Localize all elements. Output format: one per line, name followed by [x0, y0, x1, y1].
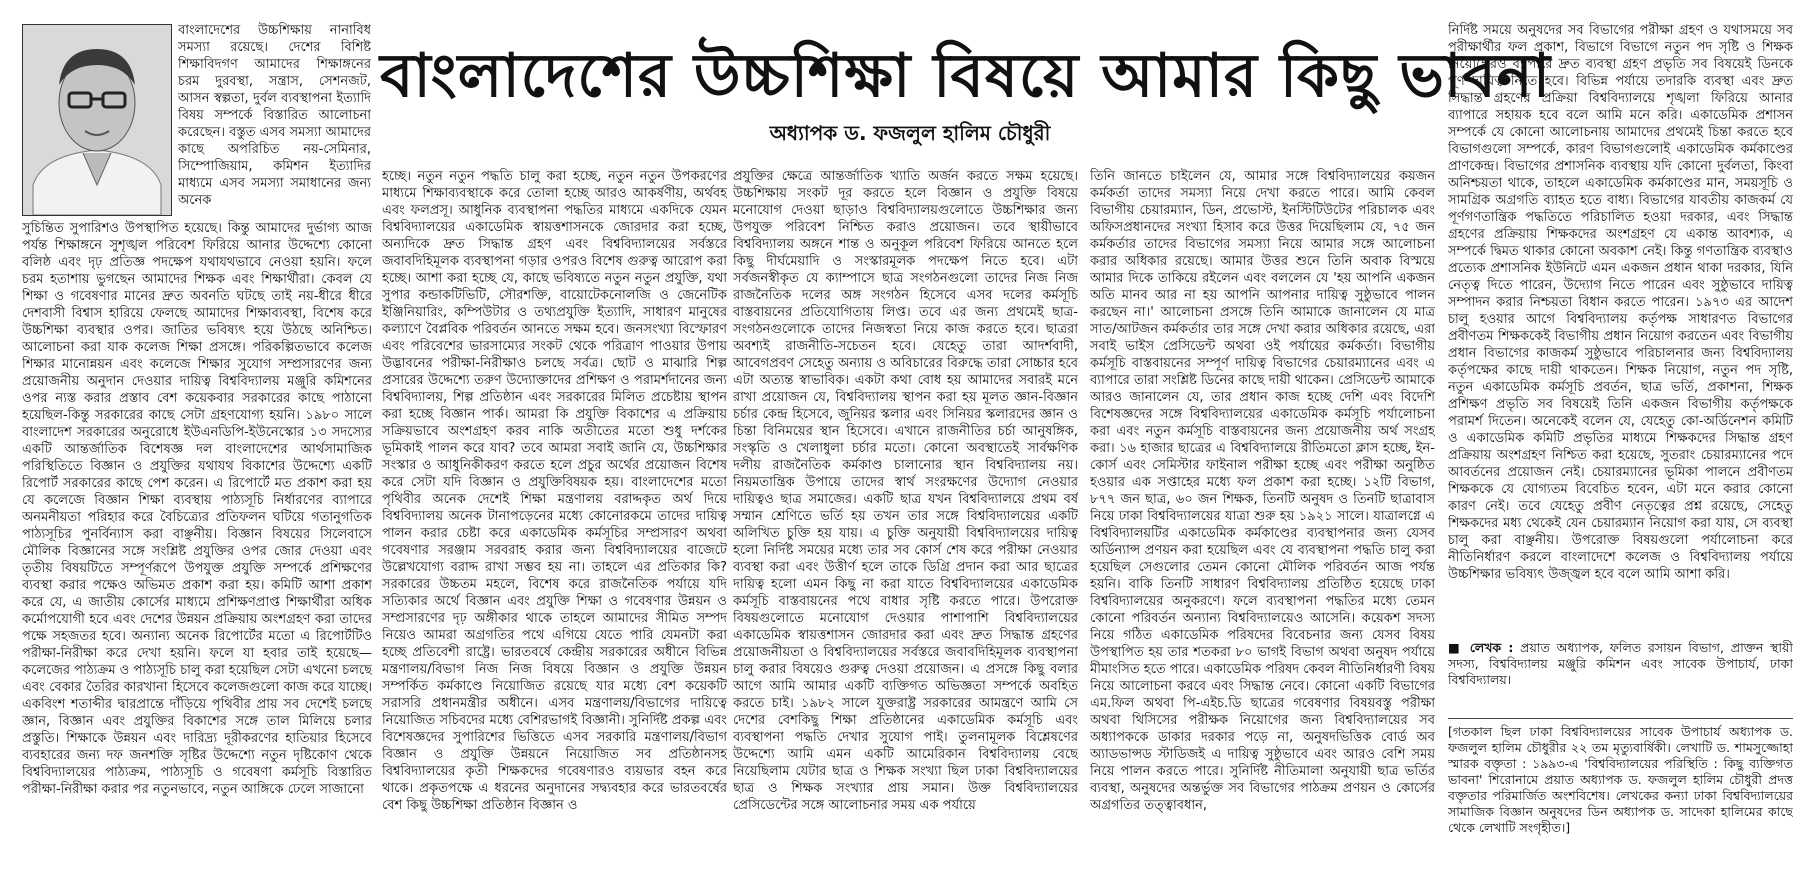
column-3-text: প্রযুক্তির ক্ষেত্রে আন্তর্জাতিক খ্যাতি অর্জন করতে সক্ষম হয়েছে। উচ্চশিক্ষায় সংকট দূর করতে হলে বিজ্ঞান ও প্রযুক্তি বিষয়ে মনোযোগ দেওয়া ছাড়াও বিশ্ববিদ্যালয়গুলোতে উচ্চশিক্ষার জন্য উপযুক্ত পরিবেশ নিশ্চিত করাও প্রয়োজন। তবে স্থায়ীভাবে বিশ্ববিদ্যালয় অঙ্গনে শান্ত ও অনুকূল পরিবেশ ফিরিয়ে আনতে হলে কিছু দীর্ঘমেয়াদি ও সংস্কারমূলক পদক্ষেপ নিতে হবে। এটা সর্বজনস্বীকৃত যে ক্যাম্পাসে ছাত্র সংগঠনগুলো তাদের নিজ নিজ রাজনৈতিক দলের অঙ্গ সংগঠন হিসেবে এসব দলের কর্মসূচি বাস্তবায়নের প্রতিযোগিতায় লিপ্ত। তবে এর জন্য প্রথমেই ছাত্র-সংগঠনগুলোকে তাদের নিজস্বতা নিয়ে কাজ করতে হবে। ছাত্ররা অবশ্যই রাজনীতি-সচেতন হবে। যেহেতু তারা আদর্শবাদী, আবেগপ্রবণ সেহেতু অন্যায় ও অবিচারের বিরুদ্ধে তারা সোচ্চার হবে এটা অত্যন্ত স্বাভাবিক। একটা কথা বোধ হয় আমাদের সবারই মনে রাখা প্রয়োজন যে, বিশ্ববিদ্যালয় স্থাপন করা হয় মূলত জ্ঞান-বিজ্ঞান চর্চার কেন্দ্র হিসেবে, জুনিয়র স্কলার এবং সিনিয়র স্কলারদের জ্ঞান ও চিন্তা বিনিময়ের স্থান হিসেবে। এখানে রাজনীতির চর্চা আনুষঙ্গিক, সংস্কৃতি ও খেলাধুলা চর্চার মতো। কোনো অবস্থাতেই সার্বক্ষণিক দলীয় রাজনৈতিক কর্মকাণ্ড চালানোর স্থান বিশ্ববিদ্যালয় নয়। নিয়মতান্ত্রিক উপায়ে তাদের স্বার্থ সংরক্ষণের উদ্যোগ নেওয়ার দায়িত্বও ছাত্র সমাজের। একটি ছাত্র যখন বিশ্ববিদ্যালয়ে প্রথম বর্ষ সম্মান শ্রেণিতে ভর্তি হয় তখন তার সঙ্গে বিশ্ববিদ্যালয়ের একটি অলিখিত চুক্তি হয় যায়। এ চুক্তি অনুযায়ী বিশ্ববিদ্যালয়ের দায়িত্ব হলো নির্দিষ্ট সময়ের মধ্যে তার সব কোর্স শেষ করে পরীক্ষা নেওয়ার ব্যবস্থা করা এবং উত্তীর্ণ হলে তাকে ডিগ্রি প্রদান করা আর ছাত্রের দায়িত্ব হলো এমন কিছু না করা যাতে বিশ্ববিদ্যালয়ের একাডেমিক কর্মসূচি বাস্তবায়নের পথে বাধার সৃষ্টি করতে পারে। উপরোক্ত বিষয়গুলোতে মনোযোগ দেওয়ার পাশাপাশি বিশ্ববিদ্যালয়ের একাডেমিক স্বায়ত্তশাসন জোরদার করা এবং দ্রুত সিদ্ধান্ত গ্রহণের প্রয়োজনীয়তা ও বিশ্ববিদ্যালয়ের সর্বস্তরে জবাবদিহিমূলক ব্যবস্থাপনা চালু করার বিষয়েও গুরুত্ব দেওয়া প্রয়োজন। এ প্রসঙ্গে কিছু বলার আগে আমি আমার একটি ব্যক্তিগত অভিজ্ঞতা সম্পর্কে অবহিত করতে চাই। ১৯৮২ সালে যুক্তরাষ্ট্র সরকারের আমন্ত্রণে আমি সে দেশের বেশকিছু শিক্ষা প্রতিষ্ঠানের একাডেমিক কর্মসূচি এবং ব্যবস্থাপনা পদ্ধতি দেখার সুযোগ পাই। তুলনামূলক বিশ্লেষণের উদ্দেশ্যে আমি এমন একটি আমেরিকান বিশ্ববিদ্যালয় বেছে নিয়েছিলাম যেটার ছাত্র ও শিক্ষক সংখ্যা ছিল ঢাকা বিশ্ববিদ্যালয়ের ছাত্র ও শিক্ষক সংখ্যার প্রায় সমান। উক্ত বিশ্ববিদ্যালয়ের প্রেসিডেন্টের সঙ্গে আলোচনার সময় এক পর্যায়ে: [733, 169, 1078, 813]
editor-note: [1448, 724, 1793, 869]
column-1-top: [178, 22, 371, 222]
author-photo: [22, 24, 172, 216]
column-1-top-text: বাংলাদেশের উচ্চশিক্ষায় নানাবিধ সমস্যা রয়েছে। দেশের বিশিষ্ট শিক্ষাবিদগণ আমাদের শিক্ষাঙ্গনের চরম দুরবস্থা, সন্ত্রাস, সেশনজট, আসন স্বল্পতা, দুর্বল ব্যবস্থাপনা ইত্যাদি বিষয় সম্পর্কে বিস্তারিত আলোচনা করেছেন। বস্তুত এসব সমস্যা আমাদের কাছে অপরিচিত নয়-সেমিনার, সিম্পোজিয়াম, কমিশন ইত্যাদির মাধ্যমে এসব সমস্যা সমাধানের জন্য অনেক: [178, 23, 371, 208]
author-note: [1448, 640, 1793, 690]
column-1-bottom-text: সুচিন্তিত সুপারিশও উপস্থাপিত হয়েছে। কিন্তু আমাদের দুর্ভাগ্য আজ পর্যন্ত শিক্ষাঙ্গনে সুশৃঙ্খল পরিবেশ ফিরিয়ে আনার উদ্দেশ্যে কোনো বলিষ্ঠ এবং দৃঢ় প্রতিজ্ঞ পদক্ষেপ যথাযথভাবে নেওয়া হয়নি। ফলে চরম হতাশায় ভুগছেন আমাদের শিক্ষক এবং শিক্ষার্থীরা। কেবল যে শিক্ষা ও গবেষণার মানের দ্রুত অবনতি ঘটছে তাই নয়-ধীরে ধীরে দেশবাসী বিশ্বাস হারিয়ে ফেলছে আমাদের শিক্ষাব্যবস্থা, বিশেষ করে উচ্চশিক্ষা ব্যবস্থার ওপর। জাতির ভবিষ্যৎ হয়ে উঠছে অনিশ্চিত। আলোচনা করা যাক কলেজ শিক্ষা প্রসঙ্গে। পরিকল্পিতভাবে কলেজ শিক্ষার মানোন্নয়ন এবং কলেজে শিক্ষার সুযোগ সম্প্রসারণের জন্য প্রয়োজনীয় অনুদান দেওয়ার দায়িত্ব বিশ্ববিদ্যালয় মঞ্জুরি কমিশনের ওপর ন্যস্ত করার প্রস্তাব বেশ কয়েকবার সরকারের কাছে পাঠানো হয়েছিল-কিন্তু সরকারের কাছে সেটা গ্রহণযোগ্য হয়নি। ১৯৮০ সালে বাংলাদেশ সরকারের অনুরোধে ইউএনডিপি-ইউনেস্কোর ১৩ সদস্যের একটি আন্তর্জাতিক বিশেষজ্ঞ দল বাংলাদেশের আর্থসামাজিক পরিস্থিতিতে বিজ্ঞান ও প্রযুক্তির যথাযথ বিকাশের উদ্দেশ্যে একটি রিপোর্ট সরকারের কাছে পেশ করেন। এ রিপোর্টে মত প্রকাশ করা হয় যে কলেজে বিজ্ঞান শিক্ষা ব্যবস্থায় পাঠ্যসূচি নির্ধারণের ব্যাপারে অনমনীয়তা পরিহার করে বৈচিত্র্যের প্রতিফলন ঘটিয়ে গতানুগতিক পাঠ্যসূচির পুনর্বিন্যাস করা বাঞ্ছনীয়। বিজ্ঞান বিষয়ের সিলেবাসে মৌলিক বিজ্ঞানের সঙ্গে সংশ্লিষ্ট প্রযুক্তির ওপর জোর দেওয়া এবং তৃতীয় বিষয়টিতে সম্পূর্ণরূপে উপযুক্ত প্রযুক্তি সম্পর্কে প্রশিক্ষণের ব্যবস্থা করার পক্ষেও অভিমত প্রকাশ করা হয়। কমিটি আশা প্রকাশ করে যে, এ জাতীয় কোর্সের মাধ্যমে প্রশিক্ষণপ্রাপ্ত শিক্ষার্থীরা অধিক কর্মোপযোগী হবে এবং দেশের উন্নয়ন প্রক্রিয়ায় অংশগ্রহণ করা তাদের পক্ষে সহজতর হবে। অন্যান্য অনেক রিপোর্টের মতো এ রিপোর্টটিও পরীক্ষা-নিরীক্ষা করে দেখা হয়নি। ফলে যা হবার তাই হয়েছে—কলেজের পাঠ্যক্রম ও পাঠ্যসূচি চালু করা হয়েছিল সেটা এখনো চলছে এবং বেকার তৈরির কারখানা হিসেবে কলেজগুলো কাজ করে যাচ্ছে। একবিংশ শতাব্দীর দ্বারপ্রান্তে দাঁড়িয়ে পৃথিবীর প্রায় সব দেশেই চলছে জ্ঞান, বিজ্ঞান এবং প্রযুক্তির বিকাশের সঙ্গে তাল মিলিয়ে চলার প্রস্তুতি। শিক্ষাকে উন্নয়ন এবং দারিদ্র্য দূরীকরণের হাতিয়ার হিসেবে ব্যবহারের জন্য দফ জনশক্তি সৃষ্টির উদ্দেশ্যে নতুন দৃষ্টিকোণ থেকে বিশ্ববিদ্যালয়ের পাঠ্যক্রম, পাঠ্যসূচি ও গবেষণা কর্মসূচি বিস্তারিত পরীক্ষা-নিরীক্ষা করার পর নতুনভাবে, নতুন আঙ্গিকে ঢেলে সাজানো: [22, 221, 372, 797]
author-portrait-icon: [23, 25, 171, 215]
editor-note-text: [গতকাল ছিল ঢাকা বিশ্ববিদ্যালয়ের সাবেক উপাচার্য অধ্যাপক ড. ফজলুল হালিম চৌধুরীর ২২ তম মৃত্যুবার্ষিকী। লেখাটি ড. শামসুজ্জোহা স্মারক বক্তৃতা : ১৯৯৩-এ 'বিশ্ববিদ্যালয়ের পরিস্থিতি : কিছু ব্যক্তিগত ভাবনা' শিরোনামে প্রয়াত অধ্যাপক ড. ফজলুল হালিম চৌধুরী প্রদত্ত বক্তৃতার পরিমার্জিত অংশবিশেষ। লেখকের কন্যা ঢাকা বিশ্ববিদ্যালয়ের সামাজিক বিজ্ঞান অনুষদের ডিন অধ্যাপক ড. সাদেকা হালিমের কাছে থেকে লেখাটি সংগৃহীত।]: [1448, 724, 1793, 835]
column-3: [733, 168, 1078, 868]
column-2: [382, 168, 727, 868]
column-4: [1090, 168, 1435, 868]
column-1-bottom: [22, 220, 372, 868]
column-5: [1448, 22, 1793, 642]
author-note-label: ■ লেখক :: [1448, 640, 1514, 655]
column-5-text: নির্দিষ্ট সময়ে অনুষদের সব বিভাগের পরীক্ষা গ্রহণ ও যথাসময়ে সব পরীক্ষার্থীর ফল প্রকাশ, বিভাগে বিভাগে নতুন পদ সৃষ্টি ও শিক্ষক নিয়োগেরও ব্যাপারে দ্রুত ব্যবস্থা গ্রহণ প্রভৃতি সব বিষয়েই ডিনকে পূর্ণ দায়িত্ব নিতে হবে। বিভিন্ন পর্যায়ে তদারকি ব্যবস্থা এবং দ্রুত সিদ্ধান্ত গ্রহণের প্রক্রিয়া বিশ্ববিদ্যালয়ে শৃঙ্খলা ফিরিয়ে আনার ব্যাপারে সহায়ক হবে বলে আমি মনে করি। একাডেমিক প্রশাসন সম্পর্কে যে কোনো আলোচনায় আমাদের প্রথমেই চিন্তা করতে হবে বিভাগগুলো সম্পর্কে, কারণ বিভাগগুলোই একাডেমিক কর্মকাণ্ডের প্রাণকেন্দ্র। বিভাগের প্রশাসনিক ব্যবস্থায় যদি কোনো দুর্বলতা, কিংবা অনিশ্চয়তা থাকে, তাহলে একাডেমিক কর্মকাণ্ডের মান, সময়সূচি ও সামগ্রিক অগ্রগতি ব্যাহত হতে বাধ্য। বিভাগের যাবতীয় কাজকর্ম যে পূর্ণগণতান্ত্রিক পদ্ধতিতে পরিচালিত হওয়া দরকার, এবং সিদ্ধান্ত গ্রহণের প্রক্রিয়ায় শিক্ষকদের অংশগ্রহণ যে একান্ত আবশ্যক, এ সম্পর্কে দ্বিমত থাকার কোনো অবকাশ নেই। কিন্তু গণতান্ত্রিক ব্যবস্থাও প্রত্যেক প্রশাসনিক ইউনিটে এমন একজন প্রধান থাকা দরকার, যিনি নেতৃত্ব দিতে পারেন, উদ্যোগ নিতে পারেন এবং সুষ্ঠুভাবে দায়িত্ব সম্পাদন করার নিশ্চয়তা বিধান করতে পারেন। ১৯৭৩ এর আদেশ চালু হওয়ার আগে বিশ্ববিদ্যালয় কর্তৃপক্ষ সাধারণত বিভাগের প্রবীণতম শিক্ষককেই বিভাগীয় প্রধান নিয়োগ করতেন এবং বিভাগীয় প্রধান বিভাগের কাজকর্ম সুষ্ঠুভাবে পরিচালনার জন্য বিশ্ববিদ্যালয় কর্তৃপক্ষের কাছে দায়ী থাকতেন। শিক্ষক নিয়োগ, নতুন পদ সৃষ্টি, নতুন একাডেমিক কর্মসূচি প্রবর্তন, ছাত্র ভর্তি, প্রকাশনা, শিক্ষক প্রশিক্ষণ প্রভৃতি সব বিষয়েই তিনি একজন বিভাগীয় কর্তৃপক্ষকে পরামর্শ দিতেন। অনেকেই বলেন যে, যেহেতু কো-অর্ডিনেশন কমিটি ও একাডেমিক কমিটি প্রভৃতির মাধ্যমে শিক্ষকদের সিদ্ধান্ত গ্রহণ প্রক্রিয়ায় অংশগ্রহণ নিশ্চিত করা হয়েছে, সুতরাং চেয়ারম্যানের পদে আবর্তনের প্রয়োজন নেই। চেয়ারম্যানের ভূমিকা পালনে প্রবীণতম শিক্ষককে যে যোগ্যতম বিবেচিত হবেন, এটা মনে করার কোনো কারণ নেই। তবে যেহেতু প্রবীণ নেতৃত্বের প্রশ্ন রয়েছে, সেহেতু শিক্ষকদের মধ্য থেকেই যেন চেয়ারম্যান নিয়োগ করা যায়, সে ব্যবস্থা চালু করা বাঞ্ছনীয়। উপরোক্ত বিষয়গুলো পর্যালোচনা করে নীতিনির্ধারণ করলে বাংলাদেশে কলেজ ও বিশ্ববিদ্যালয় পর্যায়ে উচ্চশিক্ষার ভবিষ্যৎ উজ্জ্বল হবে বলে আমি আশা করি।: [1448, 23, 1793, 582]
article-headline: বাংলাদেশের উচ্চশিক্ষা বিষয়ে আমার কিছু ভাবনা: [380, 41, 1551, 111]
article-byline: অধ্যাপক ড. ফজলুল হালিম চৌধুরী: [769, 121, 1051, 145]
note-divider: [1448, 718, 1793, 719]
column-2-text: হচ্ছে। নতুন নতুন পদ্ধতি চালু করা হচ্ছে, নতুন নতুন উপকরণের মাধ্যমে শিক্ষাব্যবস্থাকে করে তোলা হচ্ছে আরও আকর্ষণীয়, অর্থবহ এবং ফলপ্রসূ। আধুনিক ব্যবস্থাপনা পদ্ধতির মাধ্যমে একদিকে যেমন বিশ্ববিদ্যালয়ের একাডেমিক স্বায়ত্তশাসনকে জোরদার করা হচ্ছে, অন্যদিকে দ্রুত সিদ্ধান্ত গ্রহণ এবং বিশ্ববিদ্যালয়ের সর্বস্তরে জবাবদিহিমূলক ব্যবস্থাপনা গড়ার ওপরও বিশেষ গুরুত্ব আরোপ করা হচ্ছে। আশা করা হচ্ছে যে, কাছে ভবিষ্যতে নতুন নতুন প্রযুক্তি, যথা সুপার কন্ডাকটিভিটি, সৌরশক্তি, বায়োটেকনোলজি ও জেনেটিক ইঞ্জিনিয়ারিং, কম্পিউটার ও তথ্যপ্রযুক্তি ইত্যাদি, সাধারণ মানুষের কল্যাণে বৈপ্লবিক পরিবর্তন আনতে সক্ষম হবে। জনসংখ্যা বিস্ফোরণ এবং পরিবেশের ভারসাম্যের সংকট থেকে পরিত্রাণ পাওয়ার উপায় উদ্ভাবনের পরীক্ষা-নিরীক্ষাও চলছে সর্বত্র। ছোট ও মাঝারি শিল্প প্রসারের উদ্দেশ্যে তরুণ উদ্যোক্তাদের প্রশিক্ষণ ও পরামর্শদানের জন্য বিশ্ববিদ্যালয়, শিল্প প্রতিষ্ঠান এবং সরকারের মিলিত প্রচেষ্টায় স্থাপন করা হচ্ছে বিজ্ঞান পার্ক। আমরা কি প্রযুক্তি বিকাশের এ প্রক্রিয়ায় সক্রিয়ভাবে অংশগ্রহণ করব নাকি অতীতের মতো শুধু দর্শকের ভূমিকাই পালন করে যাব? তবে আমরা সবাই জানি যে, উচ্চশিক্ষার সংস্কার ও আধুনিকীকরণ করতে হলে প্রচুর অর্থের প্রয়োজন বিশেষ করে সেটা যদি বিজ্ঞান ও প্রযুক্তিবিষয়ক হয়। বাংলাদেশের মতো পৃথিবীর অনেক দেশেই শিক্ষা মন্ত্রণালয় বরাদ্দকৃত অর্থ দিয়ে বিশ্ববিদ্যালয় অনেক টানাপড়েনের মধ্যে কোনোরকমে তাদের দায়িত্ব পালন করার চেষ্টা করে একাডেমিক কর্মসূচির সম্প্রসারণ অথবা গবেষণার সরঞ্জাম সরবরাহ করার জন্য বিশ্ববিদ্যালয়ের বাজেটে উল্লেখযোগ্য বরাদ্দ রাখা সম্ভব হয় না। তাহলে এর প্রতিকার কি? সরকারের উচ্চতম মহলে, বিশেষ করে রাজনৈতিক পর্যায়ে যদি সত্যিকার অর্থে বিজ্ঞান এবং প্রযুক্তি শিক্ষা ও গবেষণার উন্নয়ন ও সম্প্রসারণের দৃঢ় অঙ্গীকার থাকে তাহলে আমাদের সীমিত সম্পদ নিয়েও আমরা অগ্রগতির পথে এগিয়ে যেতে পারি যেমনটা করা হচ্ছে প্রতিবেশী রাষ্ট্রে। ভারতবর্ষে কেন্দ্রীয় সরকারের অধীনে বিভিন্ন মন্ত্রণালয়/বিভাগ নিজ নিজ বিষয়ে বিজ্ঞান ও প্রযুক্তি উন্নয়ন সম্পর্কিত কর্মকাণ্ডে নিয়োজিত রয়েছে যার মধ্যে বেশ কয়েকটি সরাসরি প্রধানমন্ত্রীর অধীনে। এসব মন্ত্রণালয়/বিভাগের দায়িত্বে নিয়োজিত সচিবদের মধ্যে বেশিরভাগই বিজ্ঞানী। সুনির্দিষ্ট প্রকল্প এবং বিশেষজ্ঞদের সুপারিশের ভিত্তিতে এসব সরকারি মন্ত্রণালয়/বিভাগ বিজ্ঞান ও প্রযুক্তি উন্নয়নে নিয়োজিত সব প্রতিষ্ঠানসহ বিশ্ববিদ্যালয়ের কৃতী শিক্ষকদের গবেষণারও ব্যয়ভার বহন করে থাকে। প্রকৃতপক্ষে এ ধরনের অনুদানের সদ্ব্যবহার করে ভারতবর্ষের বেশ কিছু উচ্চশিক্ষা প্রতিষ্ঠান বিজ্ঞান ও: [382, 169, 727, 813]
author-note-text: প্রয়াত অধ্যাপক, ফলিত রসায়ন বিভাগ, প্রাক্তন স্থায়ী সদস্য, বিশ্ববিদ্যালয় মঞ্জুরি কমিশন এবং সাবেক উপাচার্য, ঢাকা বিশ্ববিদ্যালয়।: [1448, 640, 1793, 687]
column-4-text: তিনি জানতে চাইলেন যে, আমার সঙ্গে বিশ্ববিদ্যালয়ের কয়জন কর্মকর্তা তাদের সমস্যা নিয়ে দেখা করতে পারে। আমি কেবল বিভাগীয় চেয়ারম্যান, ডিন, প্রভোস্ট, ইনস্টিটিউটের পরিচালক এবং অফিসপ্রধানদের সংখ্যা হিসাব করে উত্তর দিয়েছিলাম যে, ৭৫ জন কর্মকর্তার তাদের বিভাগের সমস্যা নিয়ে আমার সঙ্গে আলোচনা করার অধিকার রয়েছে। আমার উত্তর শুনে তিনি অবাক বিস্ময়ে আমার দিকে তাকিয়ে রইলেন এবং বললেন যে 'হয় আপনি একজন অতি মানব আর না হয় আপনি আপনার দায়িত্ব সুষ্ঠুভাবে পালন করছেন না।' আলোচনা প্রসঙ্গে তিনি আমাকে জানালেন যে মাত্র সাত/আটজন কর্মকর্তার তার সঙ্গে দেখা করার অধিকার রয়েছে, এরা সবাই ভাইস প্রেসিডেন্ট অথবা ওই পর্যায়ের কর্মকর্তা। বিভাগীয় কর্মসূচি বাস্তবায়নের সম্পূর্ণ দায়িত্ব বিভাগের চেয়ারম্যানের এবং এ ব্যাপারে তারা সংশ্লিষ্ট ডিনের কাছে দায়ী থাকেন। প্রেসিডেন্ট আমাকে আরও জানালেন যে, তার প্রধান কাজ হচ্ছে দেশি এবং বিদেশি বিশেষজ্ঞদের সঙ্গে বিশ্ববিদ্যালয়ের একাডেমিক কর্মসূচি পর্যালোচনা করা এবং নতুন কর্মসূচি বাস্তবায়নের জন্য প্রয়োজনীয় অর্থ সংগ্রহ করা। ১৬ হাজার ছাত্রের এ বিশ্ববিদ্যালয়ে রীতিমতো ক্লাস হচ্ছে, ইন-কোর্স এবং সেমিস্টার ফাইনাল পরীক্ষা হচ্ছে এবং পরীক্ষা অনুষ্ঠিত হওয়ার এক সপ্তাহের মধ্যে ফল প্রকাশ করা হচ্ছে। ১২টি বিভাগ, ৮৭৭ জন ছাত্র, ৬০ জন শিক্ষক, তিনটি অনুষদ ও তিনটি ছাত্রাবাস নিয়ে ঢাকা বিশ্ববিদ্যালয়ের যাত্রা শুরু হয় ১৯২১ সালে। যাত্রালগ্নে এ বিশ্ববিদ্যালয়টির একাডেমিক কর্মকাণ্ডের ব্যবস্থাপনার জন্য যেসব অর্ডিন্যান্স প্রণয়ন করা হয়েছিল এবং যে ব্যবস্থাপনা পদ্ধতি চালু করা হয়েছিল সেগুলোর তেমন কোনো মৌলিক পরিবর্তন আজ পর্যন্ত হয়নি। বাকি তিনটি সাধারণ বিশ্ববিদ্যালয় প্রতিষ্ঠিত হয়েছে ঢাকা বিশ্ববিদ্যালয়ের অনুকরণে। ফলে ব্যবস্থাপনা পদ্ধতির মধ্যে তেমন কোনো পরিবর্তন অন্যান্য বিশ্ববিদ্যালয়েও আসেনি। কয়েকশ সদস্য নিয়ে গঠিত একাডেমিক পরিষদের বিবেচনার জন্য যেসব বিষয় উপস্থাপিত হয় তার শতকরা ৮০ ভাগই বিভাগ অথবা অনুষদ পর্যায়ে মীমাংসিত হতে পারে। একাডেমিক পরিষদ কেবল নীতিনির্ধারণী বিষয় নিয়ে আলোচনা করবে এবং সিদ্ধান্ত নেবে। কোনো একটি বিভাগের এম.ফিল অথবা পি-এইচ.ডি ছাত্রের গবেষণার বিষয়বস্তু পরীক্ষা অথবা থিসিসের পরীক্ষক নিয়োগের জন্য বিশ্ববিদ্যালয়ের সব অধ্যাপককে ডাকার দরকার পড়ে না, অনুষদভিত্তিক বোর্ড অব অ্যাডভান্সড স্টাডিজই এ দায়িত্ব সুষ্ঠুভাবে এবং আরও বেশি সময় নিয়ে পালন করতে পারে। সুনির্দিষ্ট নীতিমালা অনুযায়ী ছাত্র ভর্তির ব্যবস্থা, অনুষদের অন্তর্ভুক্ত সব বিভাগের পাঠক্রম প্রণয়ন ও কোর্সের অগ্রগতির তত্ত্বাবধান,: [1090, 169, 1435, 813]
